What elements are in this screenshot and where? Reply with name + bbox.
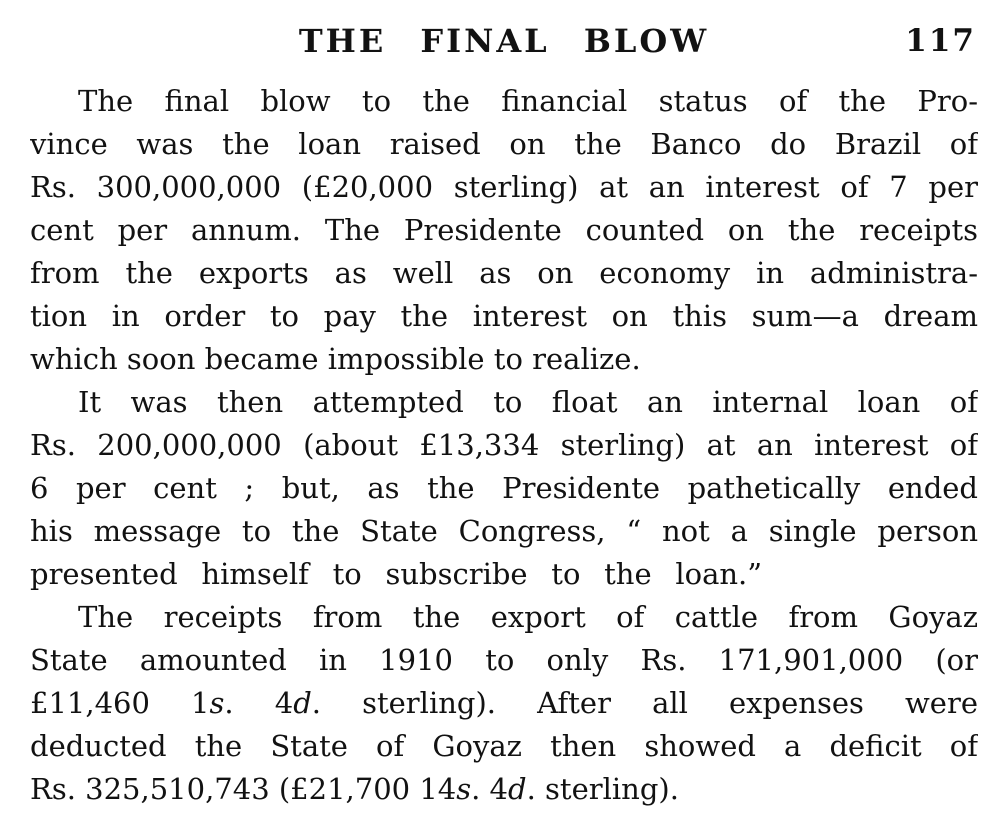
text-segment: State amounted in 1910 to only Rs. 171,901,000 (or [30,643,978,677]
text-segment: The final blow to the financial status of the Pro- [78,84,978,118]
text-line [30,252,978,295]
text-segment: The receipts from the export of cattle from Goyaz [78,600,978,634]
text-line [30,424,978,467]
text-segment: Rs. 325,510,743 (£21,700 14 [30,772,457,806]
text-line [30,682,978,725]
italic-text: d [508,772,527,806]
text-line [30,553,978,596]
text-segment: Rs. 300,000,000 (£20,000 sterling) at an interest of 7 per [30,170,978,204]
italic-text: d [293,686,312,720]
text-segment: It was then attempted to float an internal loan of [78,385,978,419]
text-segment: . 4 [471,772,509,806]
text-line [30,510,978,553]
text-line [30,596,978,639]
text-line [30,123,978,166]
text-segment: from the exports as well as on economy in administra- [30,256,978,290]
text-line [30,639,978,682]
text-line [30,725,978,768]
text-segment: tion in order to pay the interest on this sum—a dream [30,299,978,333]
text-segment: his message to the State Congress, “ not a single person [30,514,978,548]
italic-text: s [209,686,225,720]
text-segment: 6 per cent ; but, as the Presidente pathetically ended [30,471,978,505]
text-line [30,209,978,252]
page-number: 117 [905,23,976,59]
text-segment: Rs. 200,000,000 (about £13,334 sterling) at an interest of [30,428,978,462]
text-segment: cent per annum. The Presidente counted on the receipts [30,213,978,247]
text-line [30,295,978,338]
text-line [30,467,978,510]
text-segment: presented himself to subscribe to the loan.” [30,557,763,591]
text-segment: . 4 [224,686,294,720]
text-segment: deducted the State of Goyaz then showed a deficit of [30,729,978,763]
text-line [30,80,978,123]
text-segment: £11,460 1 [30,686,210,720]
text-segment: . sterling). [526,772,679,806]
page-header [30,22,978,66]
text-line [30,338,978,381]
text-segment: vince was the loan raised on the Banco do Brazil of [30,127,978,161]
text-line [30,381,978,424]
text-segment: which soon became impossible to realize. [30,342,641,376]
page-body [30,80,978,811]
text-line [30,166,978,209]
text-segment: . sterling). After all expenses were [311,686,978,720]
running-title: THE FINAL BLOW [298,22,710,60]
text-line [30,768,978,811]
italic-text: s [456,772,472,806]
